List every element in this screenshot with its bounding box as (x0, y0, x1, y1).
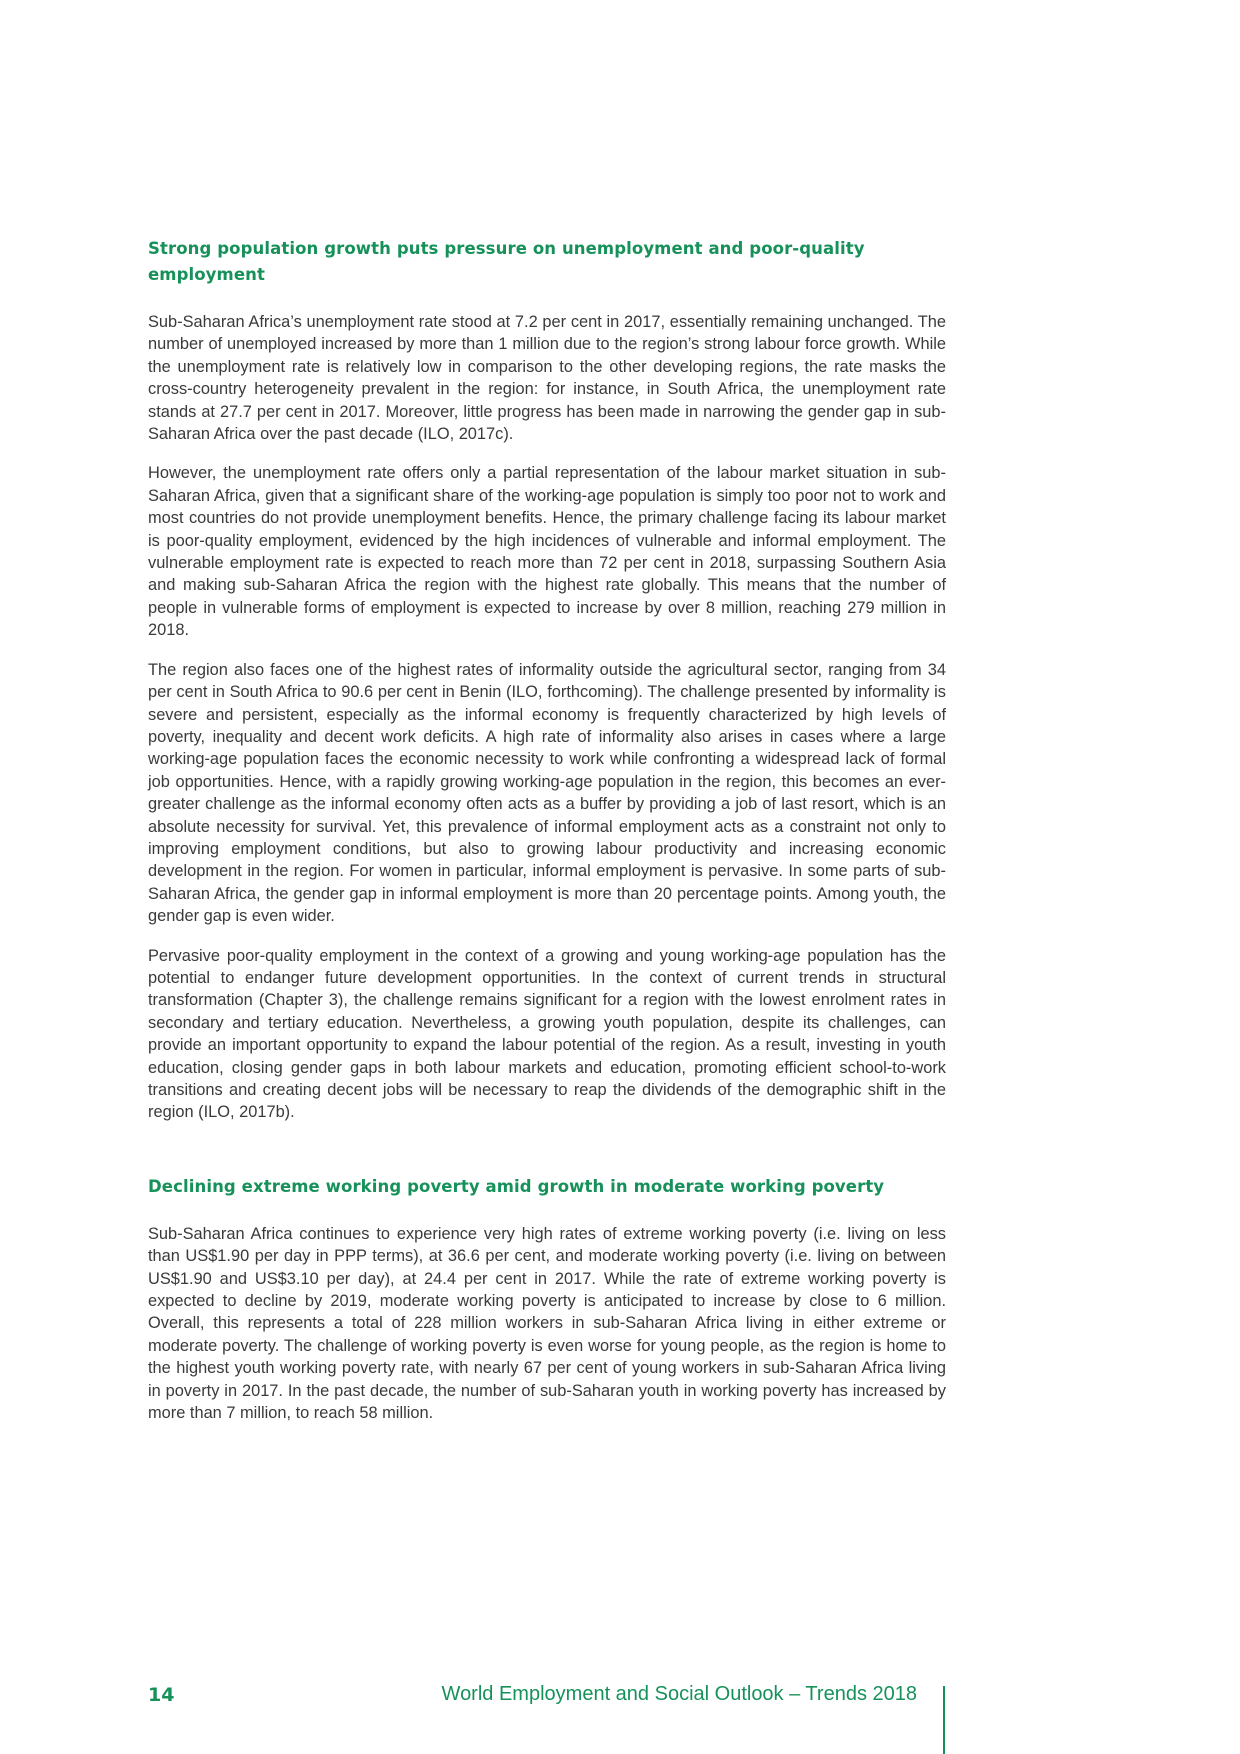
footer-divider (943, 1686, 945, 1754)
paragraph: Pervasive poor-quality employment in the context of a growing and young working-age population has the potential to endanger future development opportunities. In the context of current trends in structural transformation (Chapter 3), the challenge remains significant for a region with the lowest enrolment rates in secondary and tertiary education. Nevertheless, a growing youth population, despite its challenges, can provide an important opportunity to expand the labour potential of the region. As a result, investing in youth education, closing gender gaps in both labour markets and education, promoting efficient school-to-work transitions and creating decent jobs will be necessary to reap the dividends of the demographic shift in the region (ILO, 2017b). (148, 946, 946, 1122)
paragraph: Sub-Saharan Africa’s unemployment rate stood at 7.2 per cent in 2017, essentially remaining unchanged. The number of unemployed increased by more than 1 million due to the region’s strong labour force growth. While the unemployment rate is relatively low in comparison to the other developing regions, the rate masks the cross-country heterogeneity prevalent in the region: for instance, in South Africa, the unemployment rate stands at 27.7 per cent in 2017. Moreover, little progress has been made in narrowing the gender gap in sub-Saharan Africa over the past decade (ILO, 2017c). (148, 313, 946, 444)
section-heading-unemployment: Strong population growth puts pressure on unemployment and poor-quality employment (148, 239, 865, 284)
paragraph: However, the unemployment rate offers only a partial representation of the labour market situation in sub-Saharan Africa, given that a significant share of the working-age population is simply too poor not to work and most countries do not provide unemployment benefits. Hence, the primary challenge facing its labour market is poor-quality employment, evidenced by the high incidences of vulnerable and informal employment. The vulnerable employment rate is expected to reach more than 72 per cent in 2018, surpassing Southern Asia and making sub-Saharan Africa the region with the highest rate globally. This means that the number of people in vulnerable forms of employment is expected to increase by over 8 million, reaching 279 million in 2018. (148, 464, 946, 640)
paragraph: The region also faces one of the highest rates of informality outside the agricultural sector, ranging from 34 per cent in South Africa to 90.6 per cent in Benin (ILO, forthcoming). The challenge presented by informality is severe and persistent, especially as the informal economy is frequently characterized by high levels of poverty, inequality and decent work deficits. A high rate of informality also arises in cases where a large working-age population faces the economic necessity to work while confronting a widespread lack of formal job opportunities. Hence, with a rapidly growing working-age population in the region, this becomes an ever-greater challenge as the informal economy often acts as a buffer by providing a job of last resort, which is an absolute necessity for survival. Yet, this prevalence of informal employment acts as a constraint not only to improving employment conditions, but also to growing labour productivity and increasing economic development in the region. For women in particular, informal employment is pervasive. In some parts of sub-Saharan Africa, the gender gap in informal employment is more than 20 percentage points. Among youth, the gender gap is even wider. (148, 660, 946, 926)
page-content (148, 236, 946, 1441)
publication-title: World Employment and Social Outlook – Trends 2018 (441, 1683, 917, 1705)
page-number: 14 (148, 1684, 175, 1706)
paragraph: Sub-Saharan Africa continues to experience very high rates of extreme working poverty (i.e. living on less than US$1.90 per day in PPP terms), at 36.6 per cent, and moderate working poverty (i.e. living on between US$1.90 and US$3.10 per day), at 24.4 per cent in 2017. While the rate of extreme working poverty is expected to decline by 2019, moderate working poverty is anticipated to increase by close to 6 million. Overall, this represents a total of 228 million workers in sub-Saharan Africa living in either extreme or moderate poverty. The challenge of working poverty is even worse for young people, as the region is home to the highest youth working poverty rate, with nearly 67 per cent of young workers in sub-Saharan Africa living in poverty in 2017. In the past decade, the number of sub-Saharan youth in working poverty has increased by more than 7 million, to reach 58 million. (148, 1224, 946, 1423)
section-heading-working-poverty: Declining extreme working poverty amid growth in moderate working poverty (148, 1176, 885, 1196)
